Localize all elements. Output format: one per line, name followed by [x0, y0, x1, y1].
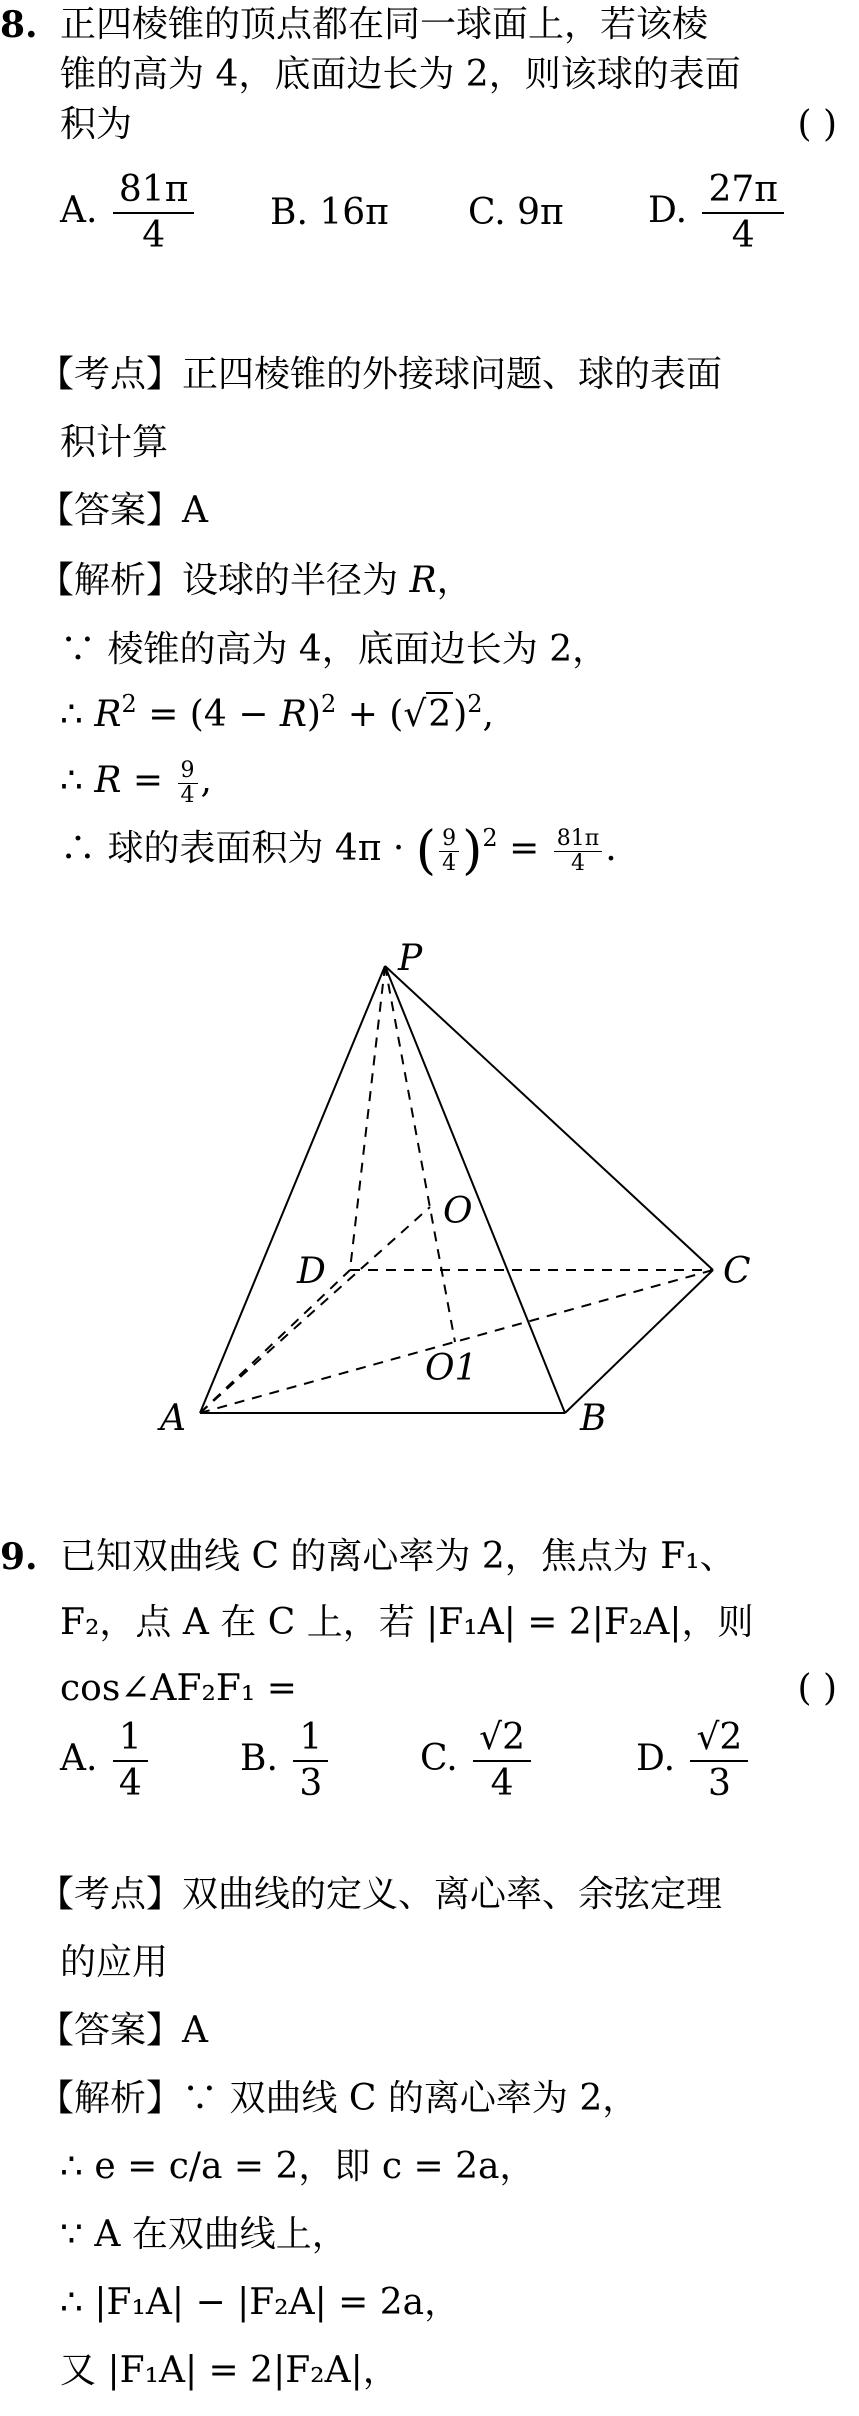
q9-option-d-num: √2 — [690, 1716, 748, 1762]
q9-analysis-intro: 【解析】∵ 双曲线 C 的离心率为 2， — [38, 2078, 639, 2119]
q8-step3: ∴ R = $\frac{9}{4}$ , — [60, 757, 212, 808]
q9-stem-line1: 已知双曲线 C 的离心率为 2，焦点为 F₁、 — [60, 1536, 736, 1577]
q8-stem-line2: 锥的高为 4，底面边长为 2，则该球的表面 — [60, 54, 741, 95]
q9-number: 9. — [0, 1536, 38, 1578]
edge-PC — [385, 966, 713, 1270]
label-C: C — [723, 1251, 751, 1292]
q8-option-a-frac — [113, 168, 194, 258]
q8-option-d-label: D. — [648, 190, 688, 231]
q8-option-a-label: A. — [60, 190, 98, 231]
label-D: D — [297, 1251, 326, 1292]
q9-step4: 又 |F₁A| = 2|F₂A|， — [60, 2350, 399, 2391]
q8-step2: ∴ $R^2 = (4 - R)^2 + (√2)^2$, — [60, 690, 494, 735]
q9-kaodian-line1: 【考点】双曲线的定义、离心率、余弦定理 — [38, 1874, 723, 1915]
q9-kaodian-line2: 的应用 — [60, 1942, 169, 1983]
q8-analysis-text: 【解析】设球的半径为 — [38, 560, 410, 601]
q8-analysis-end: ， — [436, 560, 473, 601]
q8-step3-prefix: ∴ — [60, 760, 95, 801]
label-O1: O1 — [425, 1348, 478, 1389]
q9-option-b-den: 3 — [299, 1763, 323, 1804]
q9-option-a — [60, 1716, 152, 1806]
q8-kaodian-line1: 【考点】正四棱锥的外接球问题、球的表面 — [38, 354, 723, 395]
diag-AC — [200, 1270, 713, 1413]
q8-stem-line1: 正四棱锥的顶点都在同一球面上，若该棱 — [60, 4, 709, 45]
q8-answer-paren: ( ) — [797, 104, 837, 145]
edge-PA — [200, 966, 385, 1413]
label-B: B — [580, 1398, 607, 1439]
pyramid-figure — [0, 930, 859, 1450]
q8-analysis-intro — [38, 556, 473, 606]
q8-analysis-var: R — [409, 560, 437, 601]
edge-PD — [350, 966, 385, 1270]
q9-option-b-num: 1 — [293, 1716, 328, 1762]
q9-answer-paren: ( ) — [797, 1668, 837, 1709]
q8-number: 8. — [0, 4, 38, 46]
q8-option-b: B. 16π — [270, 192, 389, 233]
q8-stem-line3: 积为 — [60, 104, 133, 145]
q8-option-d — [648, 168, 788, 258]
q8-option-d-frac — [702, 168, 783, 258]
label-P: P — [398, 938, 423, 979]
q8-option-d-num: 27π — [702, 168, 783, 214]
q9-option-b-label: B. — [240, 1738, 278, 1779]
q8-step1: ∵ 棱锥的高为 4，底面边长为 2， — [60, 629, 609, 670]
q8-option-a-den: 4 — [142, 215, 166, 256]
seg-AO — [200, 1207, 430, 1413]
q9-stem-line2: F₂，点 A 在 C 上，若 |F₁A| = 2|F₂A|，则 — [60, 1602, 754, 1643]
q9-option-c-den: 4 — [490, 1763, 514, 1804]
q9-option-b — [240, 1716, 332, 1806]
q9-option-c — [420, 1716, 535, 1806]
q9-step3: ∴ |F₁A| − |F₂A| = 2a， — [60, 2282, 461, 2323]
q9-option-a-label: A. — [60, 1738, 98, 1779]
edge-PB — [385, 966, 565, 1413]
q9-step1: ∴ e = c/a = 2，即 c = 2a， — [60, 2146, 536, 2187]
q9-option-d — [636, 1716, 752, 1806]
q9-answer: 【答案】A — [38, 2010, 208, 2051]
q8-kaodian-line2: 积计算 — [60, 422, 169, 463]
q8-option-c: C. 9π — [468, 192, 564, 233]
q9-option-a-den: 4 — [118, 1763, 142, 1804]
q8-option-a-num: 81π — [113, 168, 194, 214]
q8-option-a — [60, 168, 198, 258]
q9-stem-line3: cos∠AF₂F₁ = — [60, 1668, 297, 1709]
q9-option-c-num: √2 — [473, 1716, 531, 1762]
q8-option-d-den: 4 — [731, 215, 755, 256]
q8-answer: 【答案】A — [38, 490, 208, 531]
label-O: O — [443, 1191, 473, 1232]
q9-option-a-num: 1 — [113, 1716, 148, 1762]
q9-option-c-label: C. — [420, 1738, 458, 1779]
q8-step4-prefix: ∴ 球的表面积为 4π · — [60, 828, 416, 869]
label-A: A — [160, 1398, 186, 1439]
q9-option-d-den: 3 — [707, 1763, 731, 1804]
q9-option-d-label: D. — [636, 1738, 676, 1779]
q9-step2: ∵ A 在双曲线上， — [60, 2214, 348, 2255]
q8-step4: ∴ 球的表面积为 4π · ( $\frac{9}{4}$ )$^2$ = $\frac{81\pi}{4}$ . — [60, 821, 617, 881]
q8-step2-prefix: ∴ — [60, 694, 95, 735]
